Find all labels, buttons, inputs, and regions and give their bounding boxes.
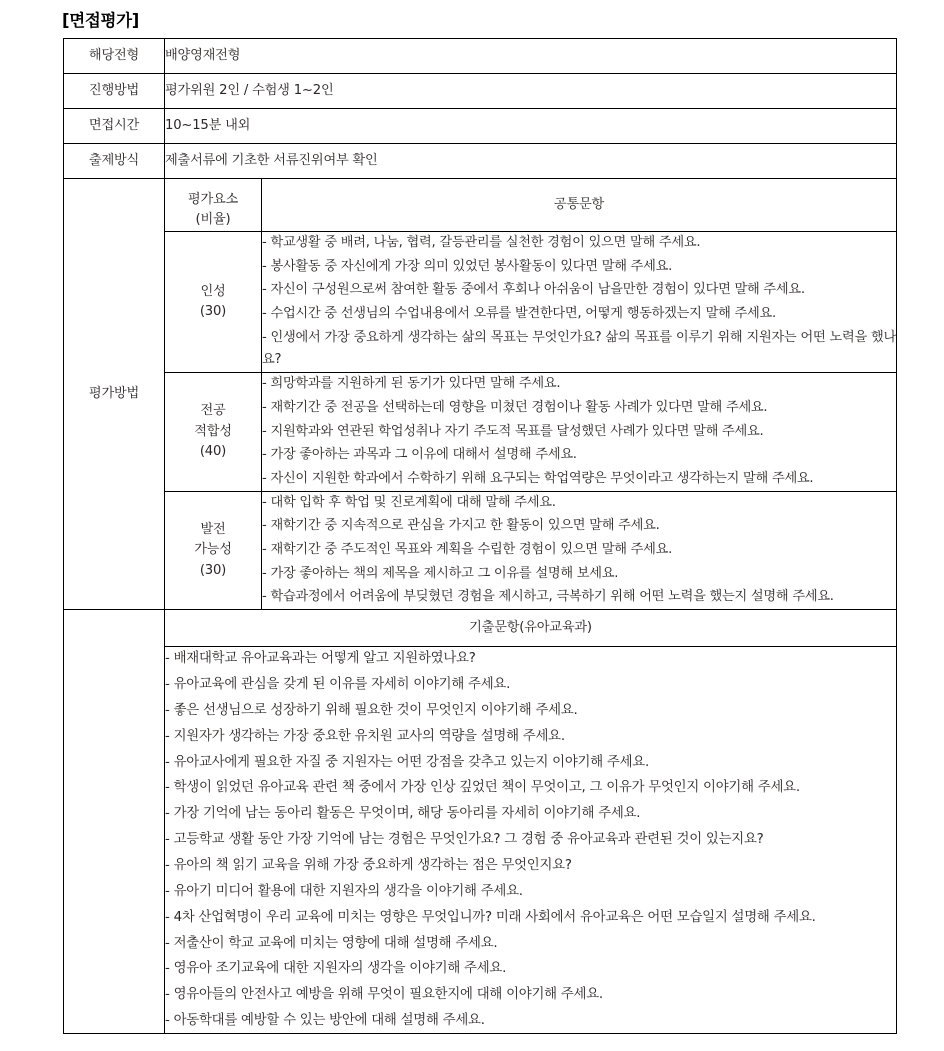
table-row-criterion-character xyxy=(64,231,897,372)
row-value-procedure: 평가위원 2인 / 수험생 1~2인 xyxy=(165,74,897,109)
question-item: - 자신이 지원한 학과에서 수학하기 위해 요구되는 학업역량은 무엇이라고 생각하는지 말해 주세요. xyxy=(262,470,814,486)
question-item: - 학습과정에서 어려움에 부딪혔던 경험을 제시하고, 극복하기 위해 어떤 노력을 했는지 설명해 주세요. xyxy=(262,589,834,605)
column-header-common-questions: 공통문항 xyxy=(262,179,897,232)
list-item: - 영유아 조기교육에 대한 지원자의 생각을 이야기해 주세요. xyxy=(165,961,507,977)
list-item: - 학생이 읽었던 유아교육 관련 책 중에서 가장 인상 깊었던 책이 무엇이고, 그 이유가 무엇인지 이야기해 주세요. xyxy=(165,780,800,796)
list-item: - 아동학대를 예방할 수 있는 방안에 대해 설명해 주세요. xyxy=(165,1013,485,1029)
interview-evaluation-table xyxy=(63,38,897,1034)
question-item: - 인생에서 가장 중요하게 생각하는 삶의 목표는 무엇인가요? 삶의 목표를 이루기 위해 지원자는 어떤 노력을 했나요? xyxy=(262,329,896,368)
table-row-past-questions-list xyxy=(64,647,897,1034)
criterion-label-line1: 인성 xyxy=(200,283,226,299)
question-item: - 재학기간 중 주도적인 목표와 계획을 수립한 경험이 있으면 말해 주세요. xyxy=(262,542,673,558)
list-item: - 가장 기억에 남는 동아리 활동은 무엇이며, 해당 동아리를 자세히 이야기해 주세요. xyxy=(165,806,641,822)
evaluation-factor-ratio-label: (비율) xyxy=(195,212,231,228)
row-label-question-format: 출제방식 xyxy=(64,144,165,179)
evaluation-factor-label: 평가요소 xyxy=(187,192,239,207)
table-row-method-header xyxy=(64,179,897,232)
row-value-admission-type: 배양영재전형 xyxy=(165,39,897,74)
criterion-label-line2: 가능성 xyxy=(194,542,232,558)
list-item: - 고등학교 생활 동안 가장 기억에 남는 경험은 무엇인가요? 그 경험 중 유아교육과 관련된 것이 있는지요? xyxy=(165,832,764,848)
row-label-admission-type: 해당전형 xyxy=(64,39,165,74)
spacer-cell xyxy=(64,647,165,1034)
criterion-ratio: (40) xyxy=(199,444,227,460)
criterion-questions-growth-potential xyxy=(262,491,897,610)
question-item: - 봉사활동 중 자신에게 가장 의미 있었던 봉사활동이 있다면 말해 주세요. xyxy=(262,258,673,274)
criterion-label-line1: 발전 xyxy=(200,521,226,537)
row-value-duration: 10~15분 내외 xyxy=(165,109,897,144)
list-item: - 유아기 미디어 활용에 대한 지원자의 생각을 이야기해 주세요. xyxy=(165,883,523,899)
criterion-questions-character xyxy=(262,231,897,372)
table-row-criterion-major-fit xyxy=(64,373,897,492)
criterion-name-growth-potential xyxy=(165,491,262,610)
list-item: - 영유아들의 안전사고 예방을 위해 무엇이 필요한지에 대해 이야기해 주세요. xyxy=(165,987,603,1003)
criterion-label-line2: 적합성 xyxy=(194,423,232,439)
question-item: - 학교생활 중 배려, 나눔, 협력, 갈등관리를 실천한 경험이 있으면 말해 주세요. xyxy=(262,234,701,250)
list-item: - 배재대학교 유아교육과는 어떻게 알고 지원하였나요? xyxy=(165,651,476,667)
question-item: - 자신이 구성원으로써 참여한 활동 중에서 후회나 아쉬움이 남을만한 경험이 있다면 말해 주세요. xyxy=(262,282,805,298)
criterion-questions-major-fit xyxy=(262,373,897,492)
question-item: - 재학기간 중 전공을 선택하는데 영향을 미쳤던 경험이나 활동 사례가 있다면 말해 주세요. xyxy=(262,399,768,415)
table-body xyxy=(64,39,897,1034)
row-label-procedure: 진행방법 xyxy=(64,74,165,109)
question-item: - 재학기간 중 지속적으로 관심을 가지고 한 활동이 있으면 말해 주세요. xyxy=(262,518,660,534)
criterion-name-character xyxy=(165,231,262,372)
criterion-ratio: (30) xyxy=(199,562,227,578)
criterion-name-major-fit xyxy=(165,373,262,492)
list-item: - 4차 산업혁명이 우리 교육에 미치는 영향은 무엇입니까? 미래 사회에서 유아교육은 어떤 모습일지 설명해 주세요. xyxy=(165,909,816,925)
row-label-duration: 면접시간 xyxy=(64,109,165,144)
question-item: - 지원학과와 연관된 학업성취나 자기 주도적 목표를 달성했던 사례가 있다면 말해 주세요. xyxy=(262,423,764,439)
question-item: - 가장 좋아하는 책의 제목을 제시하고 그 이유를 설명해 보세요. xyxy=(262,565,619,581)
table-row-procedure xyxy=(64,74,897,109)
table-row-criterion-growth-potential xyxy=(64,491,897,610)
list-item: - 유아의 책 읽기 교육을 위해 가장 중요하게 생각하는 점은 무엇인지요? xyxy=(165,858,572,874)
row-value-question-format: 제출서류에 기초한 서류진위여부 확인 xyxy=(165,144,897,179)
past-questions-list xyxy=(165,647,897,1034)
criterion-label-line1: 전공 xyxy=(200,403,226,419)
question-item: - 수업시간 중 선생님의 수업내용에서 오류를 발견한다면, 어떻게 행동하겠는지 말해 주세요. xyxy=(262,306,776,322)
question-item: - 대학 입학 후 학업 및 진로계획에 대해 말해 주세요. xyxy=(262,494,556,510)
table-row-question-format xyxy=(64,144,897,179)
list-item: - 유아교사에게 필요한 자질 중 지원자는 어떤 강점을 갖추고 있는지 이야기해 주세요. xyxy=(165,754,649,770)
page-title: [면접평가] xyxy=(62,11,140,30)
list-item: - 저출산이 학교 교육에 미치는 영향에 대해 설명해 주세요. xyxy=(165,935,498,951)
spacer-cell xyxy=(64,610,165,647)
table-row-admission-type xyxy=(64,39,897,74)
question-item: - 가장 좋아하는 과목과 그 이유에 대해서 설명해 주세요. xyxy=(262,447,577,463)
column-header-evaluation-factor xyxy=(165,179,262,232)
list-item: - 좋은 선생님으로 성장하기 위해 필요한 것이 무엇인지 이야기해 주세요. xyxy=(165,702,578,718)
criterion-ratio: (30) xyxy=(199,304,227,320)
table-row-past-questions-header xyxy=(64,610,897,647)
list-item: - 지원자가 생각하는 가장 중요한 유치원 교사의 역량을 설명해 주세요. xyxy=(165,728,565,744)
question-item: - 희망학과를 지원하게 된 동기가 있다면 말해 주세요. xyxy=(262,376,561,392)
row-label-evaluation-method: 평가방법 xyxy=(64,179,165,610)
list-item: - 유아교육에 관심을 갖게 된 이유를 자세히 이야기해 주세요. xyxy=(165,677,511,693)
table-row-duration xyxy=(64,109,897,144)
section-header-past-questions: 기출문항(유아교육과) xyxy=(165,610,897,647)
